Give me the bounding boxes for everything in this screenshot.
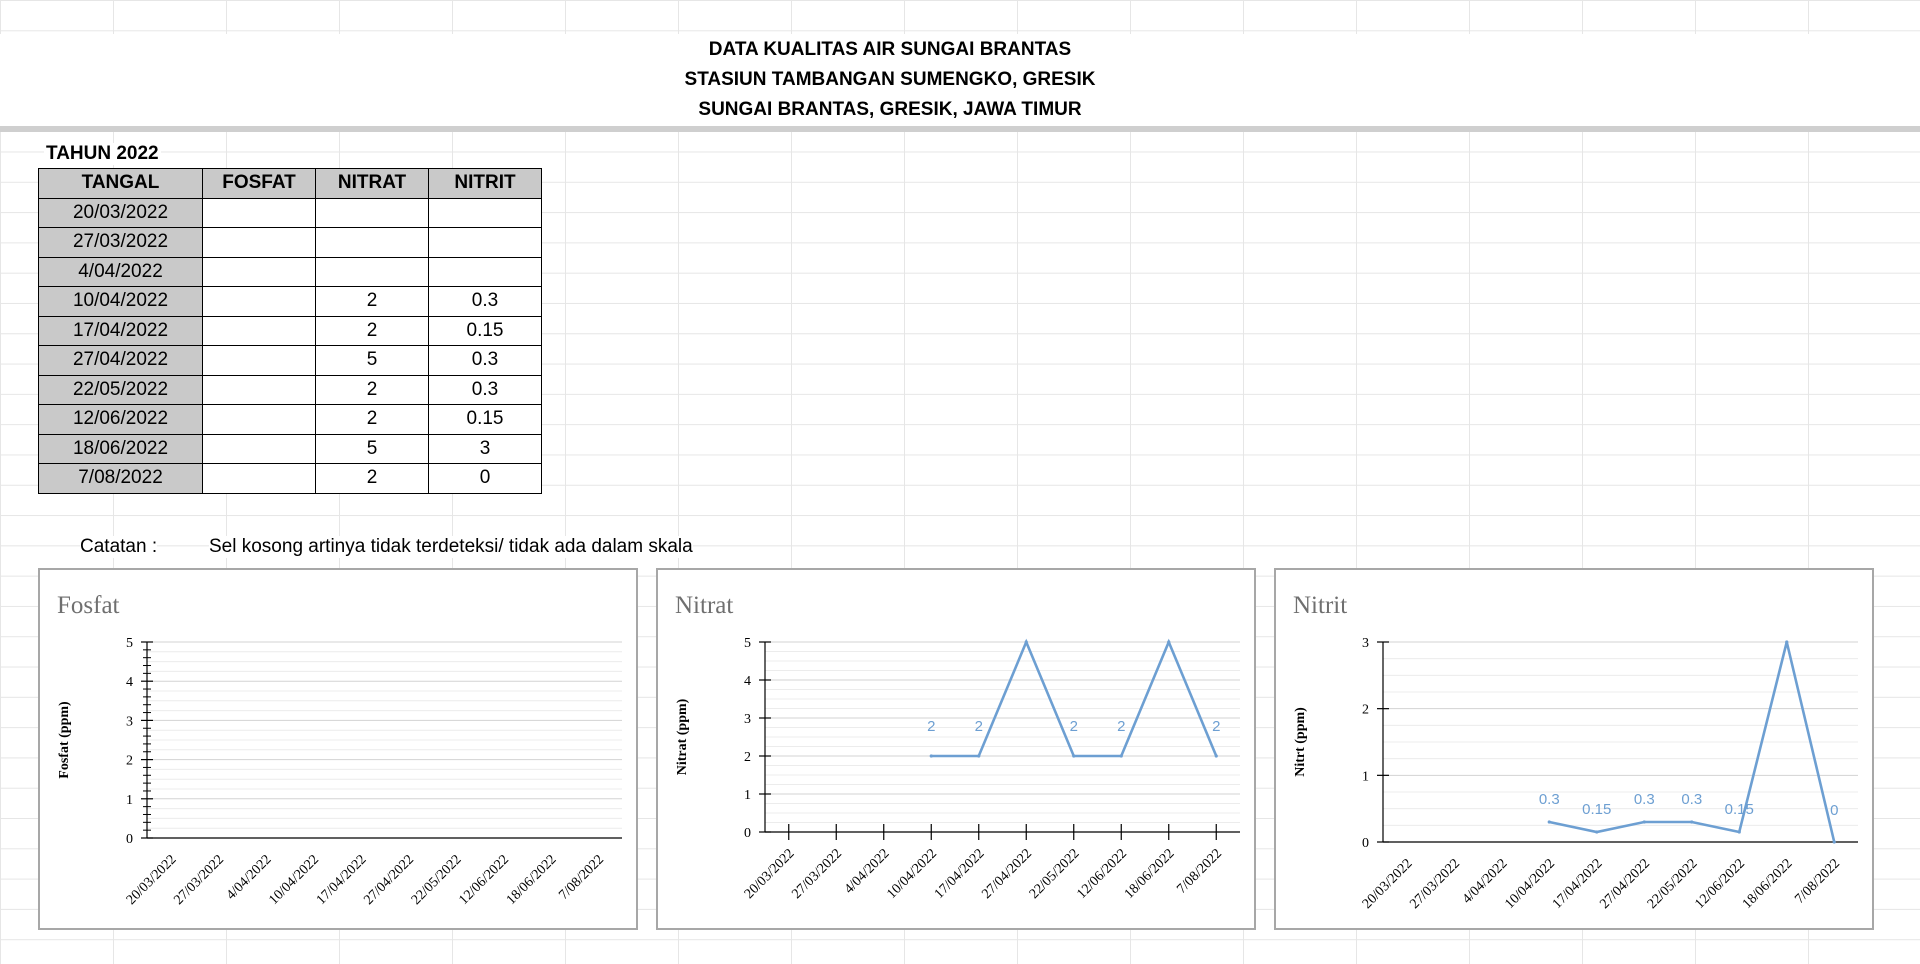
x-tick-label: 17/04/2022 bbox=[1549, 856, 1606, 912]
x-tick-label: 27/03/2022 bbox=[1407, 856, 1464, 912]
y-tick-label: 1 bbox=[744, 788, 751, 803]
cell-nitrat[interactable]: 2 bbox=[316, 405, 429, 435]
y-tick-label: 0 bbox=[1362, 836, 1369, 851]
table-row bbox=[39, 375, 542, 405]
cell-date[interactable]: 27/03/2022 bbox=[39, 228, 203, 258]
data-point bbox=[1072, 754, 1075, 757]
x-tick-label: 12/06/2022 bbox=[1692, 856, 1749, 912]
location-subtitle: SUNGAI BRANTAS, GRESIK, JAWA TIMUR bbox=[698, 99, 1082, 120]
table-row bbox=[39, 316, 542, 346]
x-tick-label: 22/05/2022 bbox=[1644, 856, 1701, 912]
table-header-row bbox=[39, 169, 542, 199]
data-point bbox=[1643, 820, 1646, 823]
y-tick-label: 5 bbox=[126, 636, 133, 651]
data-point bbox=[1548, 820, 1551, 823]
cell-fosfat[interactable] bbox=[203, 434, 316, 464]
cell-fosfat[interactable] bbox=[203, 198, 316, 228]
station-subtitle: STASIUN TAMBANGAN SUMENGKO, GRESIK bbox=[684, 69, 1096, 90]
data-point bbox=[1025, 640, 1028, 643]
x-tick-label: 10/04/2022 bbox=[884, 846, 941, 902]
data-label: 2 bbox=[1069, 718, 1078, 735]
cell-nitrit[interactable] bbox=[429, 228, 542, 258]
y-tick-label: 3 bbox=[1362, 636, 1369, 651]
x-tick-label: 27/04/2022 bbox=[1597, 856, 1654, 912]
table-row bbox=[39, 228, 542, 258]
cell-date[interactable]: 12/06/2022 bbox=[39, 405, 203, 435]
x-tick-label: 12/06/2022 bbox=[1074, 846, 1131, 902]
fosfat-chart[interactable] bbox=[38, 568, 638, 930]
cell-nitrit[interactable]: 0 bbox=[429, 464, 542, 494]
x-tick-label: 20/03/2022 bbox=[123, 852, 180, 908]
cell-nitrat[interactable]: 5 bbox=[316, 346, 429, 376]
x-tick-label: 18/06/2022 bbox=[503, 852, 560, 908]
x-tick-label: 7/08/2022 bbox=[1174, 846, 1226, 897]
data-point bbox=[977, 754, 980, 757]
column-header-nitrat[interactable]: NITRAT bbox=[316, 169, 429, 199]
title-band bbox=[0, 34, 1920, 132]
cell-nitrat[interactable] bbox=[316, 228, 429, 258]
x-tick-label: 4/04/2022 bbox=[223, 852, 275, 903]
x-tick-label: 7/08/2022 bbox=[556, 852, 608, 903]
y-axis-label: Nitrat (ppm) bbox=[675, 698, 690, 776]
x-tick-label: 4/04/2022 bbox=[1459, 856, 1511, 907]
y-tick-label: 0 bbox=[126, 832, 133, 847]
report-title: DATA KUALITAS AIR SUNGAI BRANTAS bbox=[708, 39, 1072, 60]
x-tick-label: 27/03/2022 bbox=[171, 852, 228, 908]
x-tick-label: 27/04/2022 bbox=[979, 846, 1036, 902]
cell-nitrit[interactable]: 0.3 bbox=[429, 346, 542, 376]
y-tick-label: 3 bbox=[744, 712, 751, 727]
cell-nitrit[interactable] bbox=[429, 198, 542, 228]
data-label: 0.15 bbox=[1724, 801, 1754, 818]
nitrat-chart[interactable] bbox=[656, 568, 1256, 930]
cell-fosfat[interactable] bbox=[203, 346, 316, 376]
y-tick-label: 1 bbox=[126, 792, 133, 808]
cell-fosfat[interactable] bbox=[203, 316, 316, 346]
column-header-nitrit[interactable]: NITRIT bbox=[429, 169, 542, 199]
data-label: 0.3 bbox=[1633, 791, 1655, 808]
table-row bbox=[39, 434, 542, 464]
cell-fosfat[interactable] bbox=[203, 228, 316, 258]
data-label: 2 bbox=[974, 718, 983, 735]
cell-nitrit[interactable] bbox=[429, 257, 542, 287]
data-label: 2 bbox=[1117, 718, 1126, 735]
cell-date[interactable]: 27/04/2022 bbox=[39, 346, 203, 376]
data-label: 2 bbox=[1212, 718, 1221, 735]
y-tick-label: 4 bbox=[744, 674, 751, 689]
cell-date[interactable]: 10/04/2022 bbox=[39, 287, 203, 317]
column-header-date[interactable]: TANGAL bbox=[39, 169, 203, 199]
cell-date[interactable]: 18/06/2022 bbox=[39, 434, 203, 464]
data-point bbox=[930, 754, 933, 757]
y-tick-label: 2 bbox=[1362, 702, 1369, 718]
table-row bbox=[39, 464, 542, 494]
cell-nitrat[interactable]: 2 bbox=[316, 464, 429, 494]
data-point bbox=[1167, 640, 1170, 643]
chart-title: Nitrit bbox=[1293, 592, 1348, 619]
fosfat-chart-svg bbox=[40, 570, 636, 928]
cell-fosfat[interactable] bbox=[203, 405, 316, 435]
x-tick-label: 17/04/2022 bbox=[931, 846, 988, 902]
table-row bbox=[39, 287, 542, 317]
cell-nitrit[interactable]: 0.3 bbox=[429, 375, 542, 405]
x-tick-label: 22/05/2022 bbox=[1026, 846, 1083, 902]
x-tick-label: 20/03/2022 bbox=[1359, 856, 1416, 912]
cell-fosfat[interactable] bbox=[203, 257, 316, 287]
data-point bbox=[1738, 830, 1741, 833]
nitrit-chart-svg bbox=[1276, 570, 1872, 928]
year-label: TAHUN 2022 bbox=[46, 143, 159, 164]
x-tick-label: 12/06/2022 bbox=[456, 852, 513, 908]
y-tick-label: 3 bbox=[126, 714, 133, 730]
data-point bbox=[1120, 754, 1123, 757]
water-quality-table bbox=[38, 168, 542, 494]
table-row bbox=[39, 257, 542, 287]
x-tick-label: 18/06/2022 bbox=[1739, 856, 1796, 912]
x-tick-label: 22/05/2022 bbox=[408, 852, 465, 908]
data-label: 2 bbox=[927, 718, 936, 735]
table-row bbox=[39, 405, 542, 435]
chart-title: Fosfat bbox=[57, 592, 120, 619]
data-label: 0.3 bbox=[1681, 791, 1703, 808]
x-tick-label: 4/04/2022 bbox=[841, 846, 893, 897]
data-point bbox=[1595, 830, 1598, 833]
y-tick-label: 0 bbox=[744, 826, 751, 841]
cell-date[interactable]: 7/08/2022 bbox=[39, 464, 203, 494]
x-tick-label: 20/03/2022 bbox=[741, 846, 798, 902]
data-label: 0 bbox=[1830, 802, 1839, 819]
x-tick-label: 7/08/2022 bbox=[1792, 856, 1844, 907]
y-tick-label: 4 bbox=[126, 675, 133, 691]
cell-fosfat[interactable] bbox=[203, 287, 316, 317]
data-point bbox=[1833, 840, 1836, 843]
table-row bbox=[39, 346, 542, 376]
table-row bbox=[39, 198, 542, 228]
nitrit-chart[interactable] bbox=[1274, 568, 1874, 930]
x-tick-label: 10/04/2022 bbox=[1502, 856, 1559, 912]
column-header-fosfat[interactable]: FOSFAT bbox=[203, 169, 316, 199]
cell-nitrit[interactable]: 3 bbox=[429, 434, 542, 464]
data-point bbox=[1690, 820, 1693, 823]
data-label: 0.15 bbox=[1582, 801, 1612, 818]
y-tick-label: 5 bbox=[744, 636, 751, 651]
cell-date[interactable]: 22/05/2022 bbox=[39, 375, 203, 405]
note-text: Sel kosong artinya tidak terdeteksi/ tidak ada dalam skala bbox=[209, 536, 693, 557]
y-axis-label: Fosfat (ppm) bbox=[57, 701, 72, 779]
x-tick-label: 17/04/2022 bbox=[313, 852, 370, 908]
cell-nitrat[interactable]: 2 bbox=[316, 316, 429, 346]
data-label: 0.3 bbox=[1538, 791, 1560, 808]
cell-fosfat[interactable] bbox=[203, 375, 316, 405]
cell-nitrat[interactable] bbox=[316, 257, 429, 287]
cell-nitrat[interactable] bbox=[316, 198, 429, 228]
cell-nitrat[interactable]: 2 bbox=[316, 287, 429, 317]
y-tick-label: 1 bbox=[1362, 769, 1369, 785]
cell-nitrat[interactable]: 2 bbox=[316, 375, 429, 405]
x-tick-label: 10/04/2022 bbox=[266, 852, 323, 908]
nitrat-chart-svg bbox=[658, 570, 1254, 928]
cell-nitrit[interactable]: 0.15 bbox=[429, 316, 542, 346]
cell-date[interactable]: 4/04/2022 bbox=[39, 257, 203, 287]
cell-nitrit[interactable]: 0.15 bbox=[429, 405, 542, 435]
y-axis-label: Nitrt (ppm) bbox=[1293, 707, 1308, 777]
data-point bbox=[1215, 754, 1218, 757]
x-tick-label: 18/06/2022 bbox=[1121, 846, 1178, 902]
cell-date[interactable]: 17/04/2022 bbox=[39, 316, 203, 346]
cell-nitrit[interactable]: 0.3 bbox=[429, 287, 542, 317]
x-tick-label: 27/03/2022 bbox=[789, 846, 846, 902]
cell-date[interactable]: 20/03/2022 bbox=[39, 198, 203, 228]
note-label: Catatan : bbox=[80, 536, 158, 557]
data-point bbox=[1785, 640, 1788, 643]
cell-fosfat[interactable] bbox=[203, 464, 316, 494]
y-tick-label: 2 bbox=[744, 750, 751, 765]
x-tick-label: 27/04/2022 bbox=[361, 852, 418, 908]
chart-title: Nitrat bbox=[675, 592, 734, 619]
cell-nitrat[interactable]: 5 bbox=[316, 434, 429, 464]
y-tick-label: 2 bbox=[126, 753, 133, 769]
